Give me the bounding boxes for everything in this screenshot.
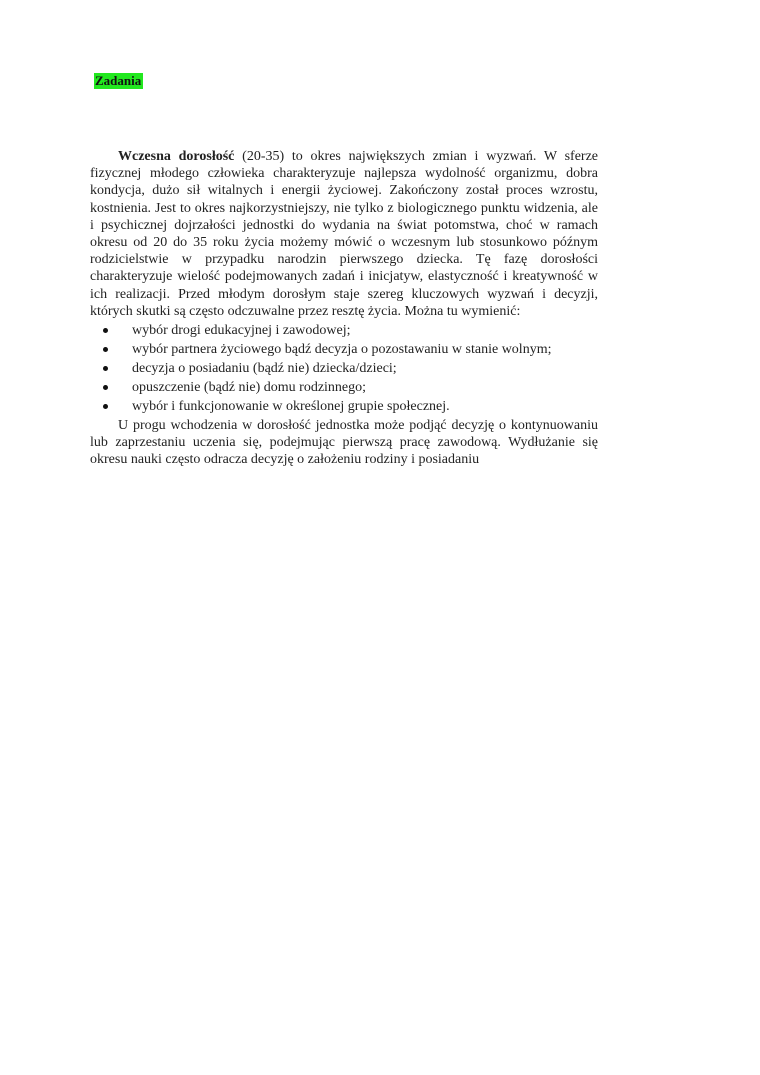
list-item — [90, 322, 598, 339]
list-item — [90, 341, 598, 358]
list-item-text: wybór partnera życiowego bądź decyzja o pozostawaniu w stanie wolnym; — [132, 341, 552, 357]
bullet-icon — [103, 347, 108, 352]
bullet-icon — [103, 366, 108, 371]
list-item-text: wybór drogi edukacyjnej i zawodowej; — [132, 322, 351, 338]
bullet-icon — [103, 404, 108, 409]
list-item-text: decyzja o posiadaniu (bądź nie) dziecka/dzieci; — [132, 360, 397, 376]
paragraph-2: U progu wchodzenia w dorosłość jednostka może podjąć decyzję o kontynuowaniu lub zaprzestaniu uczenia się, podejmując pierwszą pracę zawodową. Wydłużanie się okresu nauki często odracza decyzję o założeniu rodziny i posiadaniu — [90, 418, 598, 468]
bullet-icon — [103, 328, 108, 333]
paragraph-1-bold-lead: Wczesna dorosłość — [118, 149, 235, 164]
list-item — [90, 360, 598, 377]
list-item-text: wybór i funkcjonowanie w określonej grupie społecznej. — [132, 398, 450, 414]
body-text — [90, 148, 598, 469]
bullet-list — [90, 322, 598, 415]
paragraph-1 — [90, 148, 598, 320]
list-item-text: opuszczenie (bądź nie) domu rodzinnego; — [132, 379, 367, 395]
list-item — [90, 379, 598, 396]
list-item — [90, 398, 598, 415]
section-heading-highlighted: Zadania — [95, 73, 142, 88]
bullet-icon — [103, 385, 108, 390]
paragraph-1-text: (20-35) to okres największych zmian i wyzwań. W sferze fizycznej młodego człowieka charakteryzuje najlepsza wydolność organizmu, dobra kondycja, dużo sił witalnych i energii życiowej. Zakończony został proces wzrostu, kostnienia. Jest to okres najkorzystniejszy, nie tylko z biologicznego punktu widzenia, ale i psychicznej dojrzałości jednostki do wydania na świat potomstwa, choć w ramach okresu od 20 do 35 roku życia możemy mówić o wczesnym lub stosunkowo późnym rodzicielstwie w przypadku narodzin pierwszego dziecka. Tę fazę dorosłości charakteryzuje wielość podejmowanych zadań i inicjatyw, elastyczność i kreatywność w ich realizacji. Przed młodym dorosłym staje szereg kluczowych wyzwań i decyzji, których skutki są często odczuwalne przez resztę życia. Można tu wymienić: — [90, 149, 598, 319]
